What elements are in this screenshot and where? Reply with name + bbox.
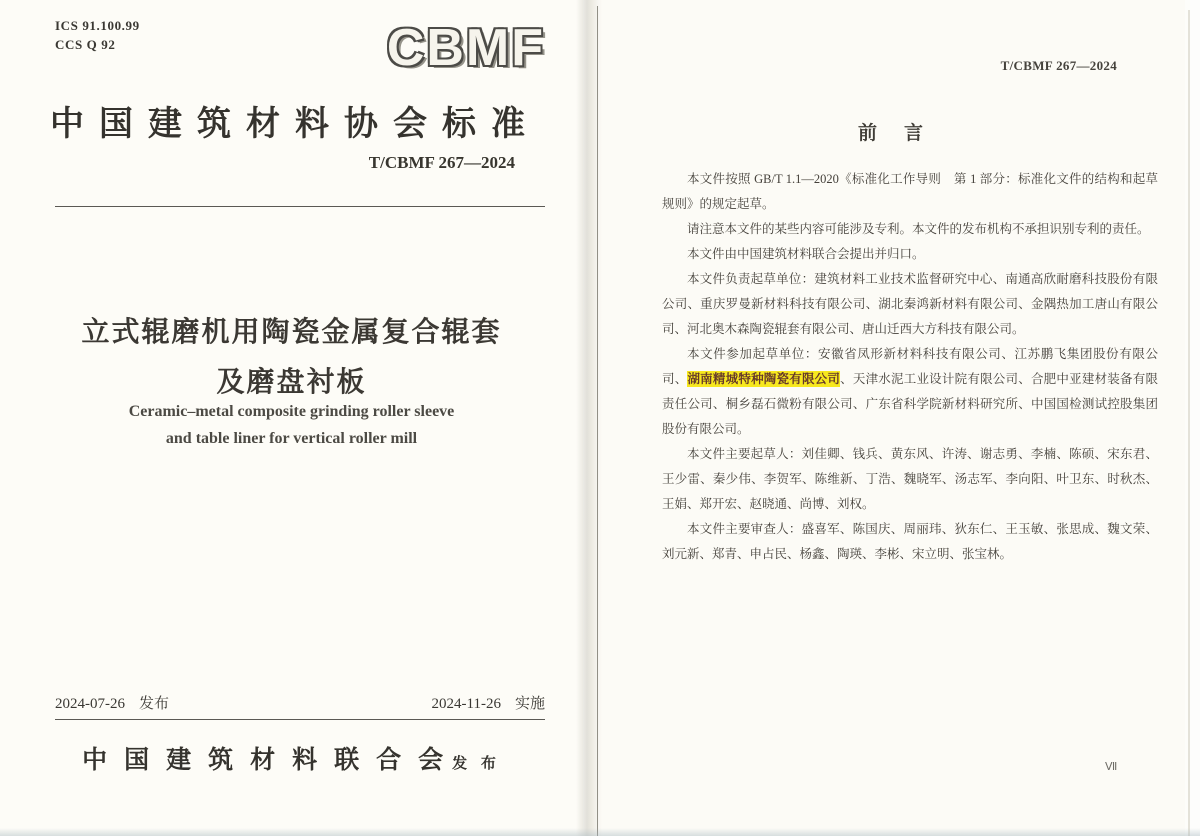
publisher-issue-label: 发 布 [452, 756, 501, 772]
foreword-body [662, 167, 1158, 567]
foreword-paragraph-participating [662, 342, 1158, 442]
foreword-paragraph: 本文件负责起草单位：建筑材料工业技术监督研究中心、南通高欣耐磨科技股份有限公司、重庆罗曼新材料科技有限公司、湖北秦鸿新材料有限公司、金隅热加工唐山有限公司、河北奥木森陶瓷辊套有限公司、唐山迁西大方科技有限公司。 [662, 272, 1158, 336]
participating-after: 、天津水泥工业设计院有限公司、合肥中亚建材装备有限责任公司、桐乡磊石微粉有限公司、广东省科学院新材料研究所、中国国检测试控股集团股份有限公司。 [662, 372, 1158, 436]
standard-title-line1: 立式辊磨机用陶瓷金属复合辊套 [81, 317, 502, 348]
foreword-paragraph: 请注意本文件的某些内容可能涉及专利。本文件的发布机构不承担识别专利的责任。 [687, 222, 1150, 236]
ics-code: ICS 91.100.99 [55, 18, 140, 33]
scan-right-edge-line [1188, 10, 1190, 836]
issue-date-label: 发布 [139, 696, 170, 712]
page-seam-shadow [576, 0, 602, 836]
standard-org-title: 中国建筑材料协会标准 [50, 106, 540, 143]
cover-page [0, 0, 583, 836]
foreword-paragraph: 本文件按照 GB/T 1.1—2020《标准化工作导则 第 1 部分：标准化文件的结构和起草规则》的规定起草。 [662, 172, 1158, 211]
issue-date: 2024-07-26 [55, 696, 125, 712]
page-number: Ⅶ [1105, 761, 1118, 773]
cover-document-number: T/CBMF 267—2024 [368, 153, 515, 172]
scan-bottom-edge [0, 828, 1200, 836]
scan-right-margin [1190, 0, 1200, 836]
publisher-row [0, 740, 583, 776]
implementation-date-label: 实施 [514, 696, 545, 712]
foreword-page [600, 0, 1185, 836]
standard-title-en-line2: and table liner for vertical roller mill [165, 430, 418, 447]
publisher-name: 中国建筑材料联合会 [82, 747, 461, 774]
page-seam-line [597, 6, 598, 836]
foreword-document-number: T/CBMF 267—2024 [1000, 58, 1117, 73]
standard-title-line2: 及磨盘衬板 [216, 367, 367, 398]
foreword-paragraph: 本文件由中国建筑材料联合会提出并归口。 [687, 247, 925, 261]
cover-bottom-rule [55, 719, 545, 720]
standard-title-chinese [0, 308, 583, 408]
foreword-paragraph: 本文件主要起草人：刘佳卿、钱兵、黄东风、许涛、谢志勇、李楠、陈硕、宋东君、王少雷、秦少伟、李贺军、陈维新、丁浩、魏晓军、汤志军、李向阳、叶卫东、时秋杰、王娟、郑开宏、赵晓通、尚博、刘权。 [662, 447, 1158, 511]
issue-date-group [55, 692, 169, 713]
foreword-paragraph: 本文件主要审查人：盛喜军、陈国庆、周丽玮、狄东仁、王玉敏、张思成、魏文荣、刘元新、郑青、申占民、杨鑫、陶瑛、李彬、宋立明、张宝林。 [662, 522, 1158, 561]
highlighted-company-name: 湖南精城特种陶瓷有限公司 [687, 372, 841, 386]
foreword-heading: 前 言 [857, 123, 927, 144]
cbmf-logo: CBMF [386, 19, 545, 77]
participating-before: 本文件参加起草单位：安徽省凤形新材料科技有限公司、江苏鹏飞集团股份有限公司、 [662, 347, 1158, 386]
standard-title-english [0, 398, 583, 452]
ccs-code: CCS Q 92 [55, 37, 116, 52]
implementation-date-group [432, 692, 545, 713]
implementation-date: 2024-11-26 [431, 696, 501, 712]
cover-top-rule [55, 206, 545, 207]
standard-title-en-line1: Ceramic–metal composite grinding roller sleeve [128, 403, 455, 420]
dates-row [55, 692, 545, 713]
